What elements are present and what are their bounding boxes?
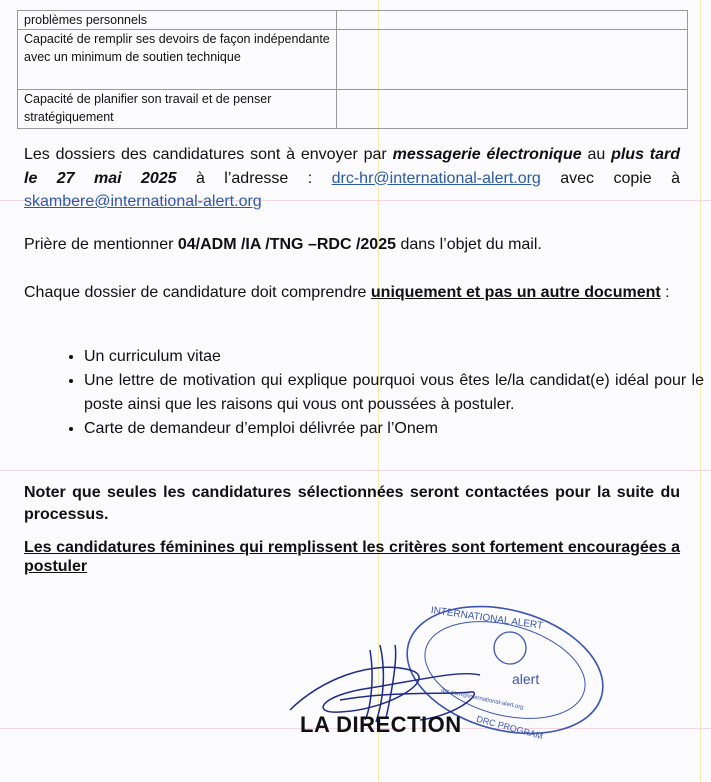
text: Les dossiers des candidatures sont à envoyer par: [24, 146, 393, 163]
text: au: [581, 146, 612, 163]
signature-label: LA DIRECTION: [300, 712, 462, 737]
signature-icon: [290, 645, 480, 722]
selection-note: Noter que seules les candidatures sélectionnées seront contactées pour la suite du processus.: [24, 484, 680, 523]
email-link-copy[interactable]: skambere@international-alert.org: [24, 193, 262, 210]
table-row: [18, 90, 688, 129]
table-cell: Capacité de remplir ses devoirs de façon indépendante avec un minimum de soutien technique: [18, 30, 337, 90]
reference-paragraph: [24, 233, 680, 257]
text: Chaque dossier de candidature doit comprendre: [24, 284, 371, 301]
criteria-table: [17, 10, 688, 129]
scan-artifact: [0, 470, 711, 471]
reference-code: 04/ADM /IA /TNG –RDC /2025: [177, 236, 396, 253]
svg-text:alert: alert: [512, 671, 540, 687]
table-cell: Capacité de planifier son travail et de penser stratégiquement: [18, 90, 337, 129]
text: Prière de mentionner: [24, 236, 178, 253]
svg-text:DRC PROGRAM: DRC PROGRAM: [475, 713, 545, 742]
documents-list: [60, 345, 704, 441]
list-item: • Une lettre de motivation qui explique pourquoi vous êtes le/la candidat(e) idéal pour le poste ainsi que les raisons qui vous ont poussées à postuler.: [84, 369, 704, 417]
text: dans l’objet du mail.: [396, 236, 542, 253]
application-paragraph: [24, 143, 680, 214]
text: :: [660, 284, 670, 301]
table-cell: [337, 30, 688, 90]
list-item: • Carte de demandeur d’emploi délivrée par l’Onem: [84, 417, 704, 441]
text: messagerie électronique: [392, 146, 582, 163]
text: avec copie à: [540, 169, 681, 187]
deadline: plus tard le 27 mai 2025: [24, 146, 681, 187]
text: à l’adresse :: [176, 169, 332, 187]
table-cell: [337, 11, 688, 30]
svg-text:INTERNATIONAL ALERT: INTERNATIONAL ALERT: [430, 605, 544, 632]
emphasis: uniquement et pas un autre document: [370, 284, 661, 301]
svg-text:drc.com@international-alert.or: drc.com@international-alert.org: [440, 687, 525, 712]
documents-paragraph: [24, 281, 680, 305]
list-item: • Un curriculum vitae: [84, 345, 704, 369]
table-cell: problèmes personnels: [18, 11, 337, 30]
email-link-hr[interactable]: drc-hr@international-alert.org: [331, 169, 541, 187]
table-row: [18, 11, 688, 30]
table-row: [18, 30, 688, 90]
table-cell: [337, 90, 688, 129]
encouragement-note: Les candidatures féminines qui remplissent les critères sont fortement encouragées a postuler: [24, 539, 680, 575]
